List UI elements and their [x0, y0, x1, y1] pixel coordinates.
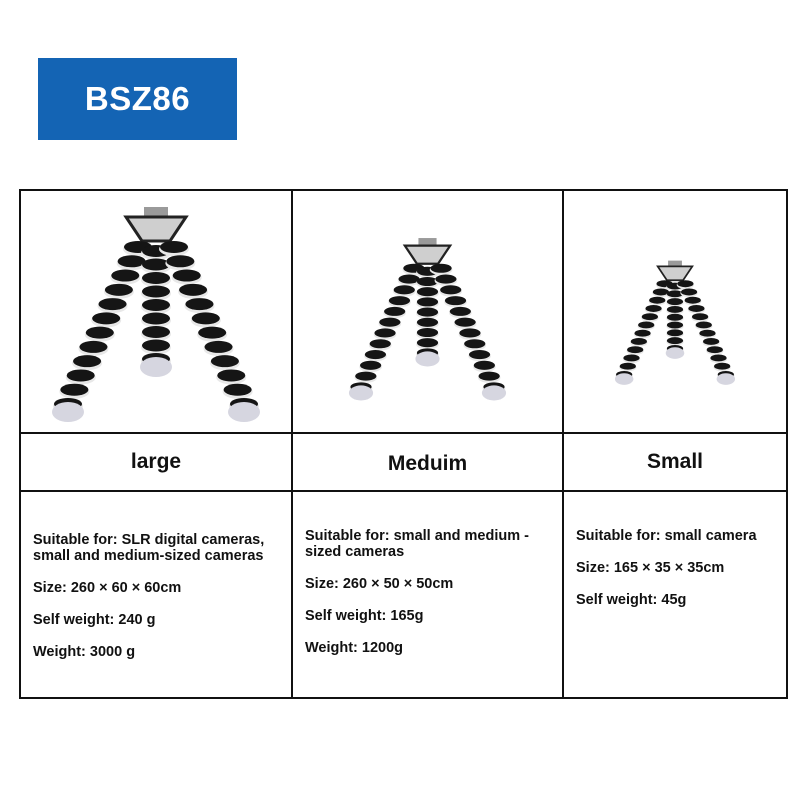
spec-size: Size: 165 × 35 × 35cm [576, 560, 725, 576]
flexible-tripod-medium-icon [340, 232, 515, 402]
spec-table [19, 189, 788, 699]
size-label-row [20, 433, 787, 491]
model-code: BSZ86 [84, 80, 191, 117]
spec-cell-large [20, 491, 292, 698]
spec-row [20, 491, 787, 698]
spec-self-weight: Self weight: 240 g [33, 612, 156, 628]
size-label-large: large [20, 433, 292, 491]
spec-weight: Weight: 1200g [305, 640, 404, 656]
spec-self-weight: Self weight: 165g [305, 608, 424, 624]
spec-suitable: Suitable for: SLR digital cameras, small and medium-sized cameras [33, 532, 265, 564]
flexible-tripod-small-icon [610, 256, 740, 386]
spec-self-weight: Self weight: 45g [576, 592, 687, 608]
spec-suitable: Suitable for: small and medium -sized cameras [305, 528, 529, 560]
image-cell-medium [292, 190, 563, 433]
spec-weight: Weight: 3000 g [33, 644, 136, 660]
spec-suitable: Suitable for: small camera [576, 528, 757, 544]
image-cell-small [563, 190, 787, 433]
image-row [20, 190, 787, 433]
size-label-small: Small [563, 433, 787, 491]
flexible-tripod-large-icon [46, 199, 266, 424]
spec-cell-small [563, 491, 787, 698]
spec-cell-medium [292, 491, 563, 698]
size-label-medium: Meduim [292, 433, 563, 491]
spec-size: Size: 260 × 50 × 50cm [305, 576, 454, 592]
image-cell-large [20, 190, 292, 433]
model-badge [38, 58, 237, 140]
spec-size: Size: 260 × 60 × 60cm [33, 580, 182, 596]
